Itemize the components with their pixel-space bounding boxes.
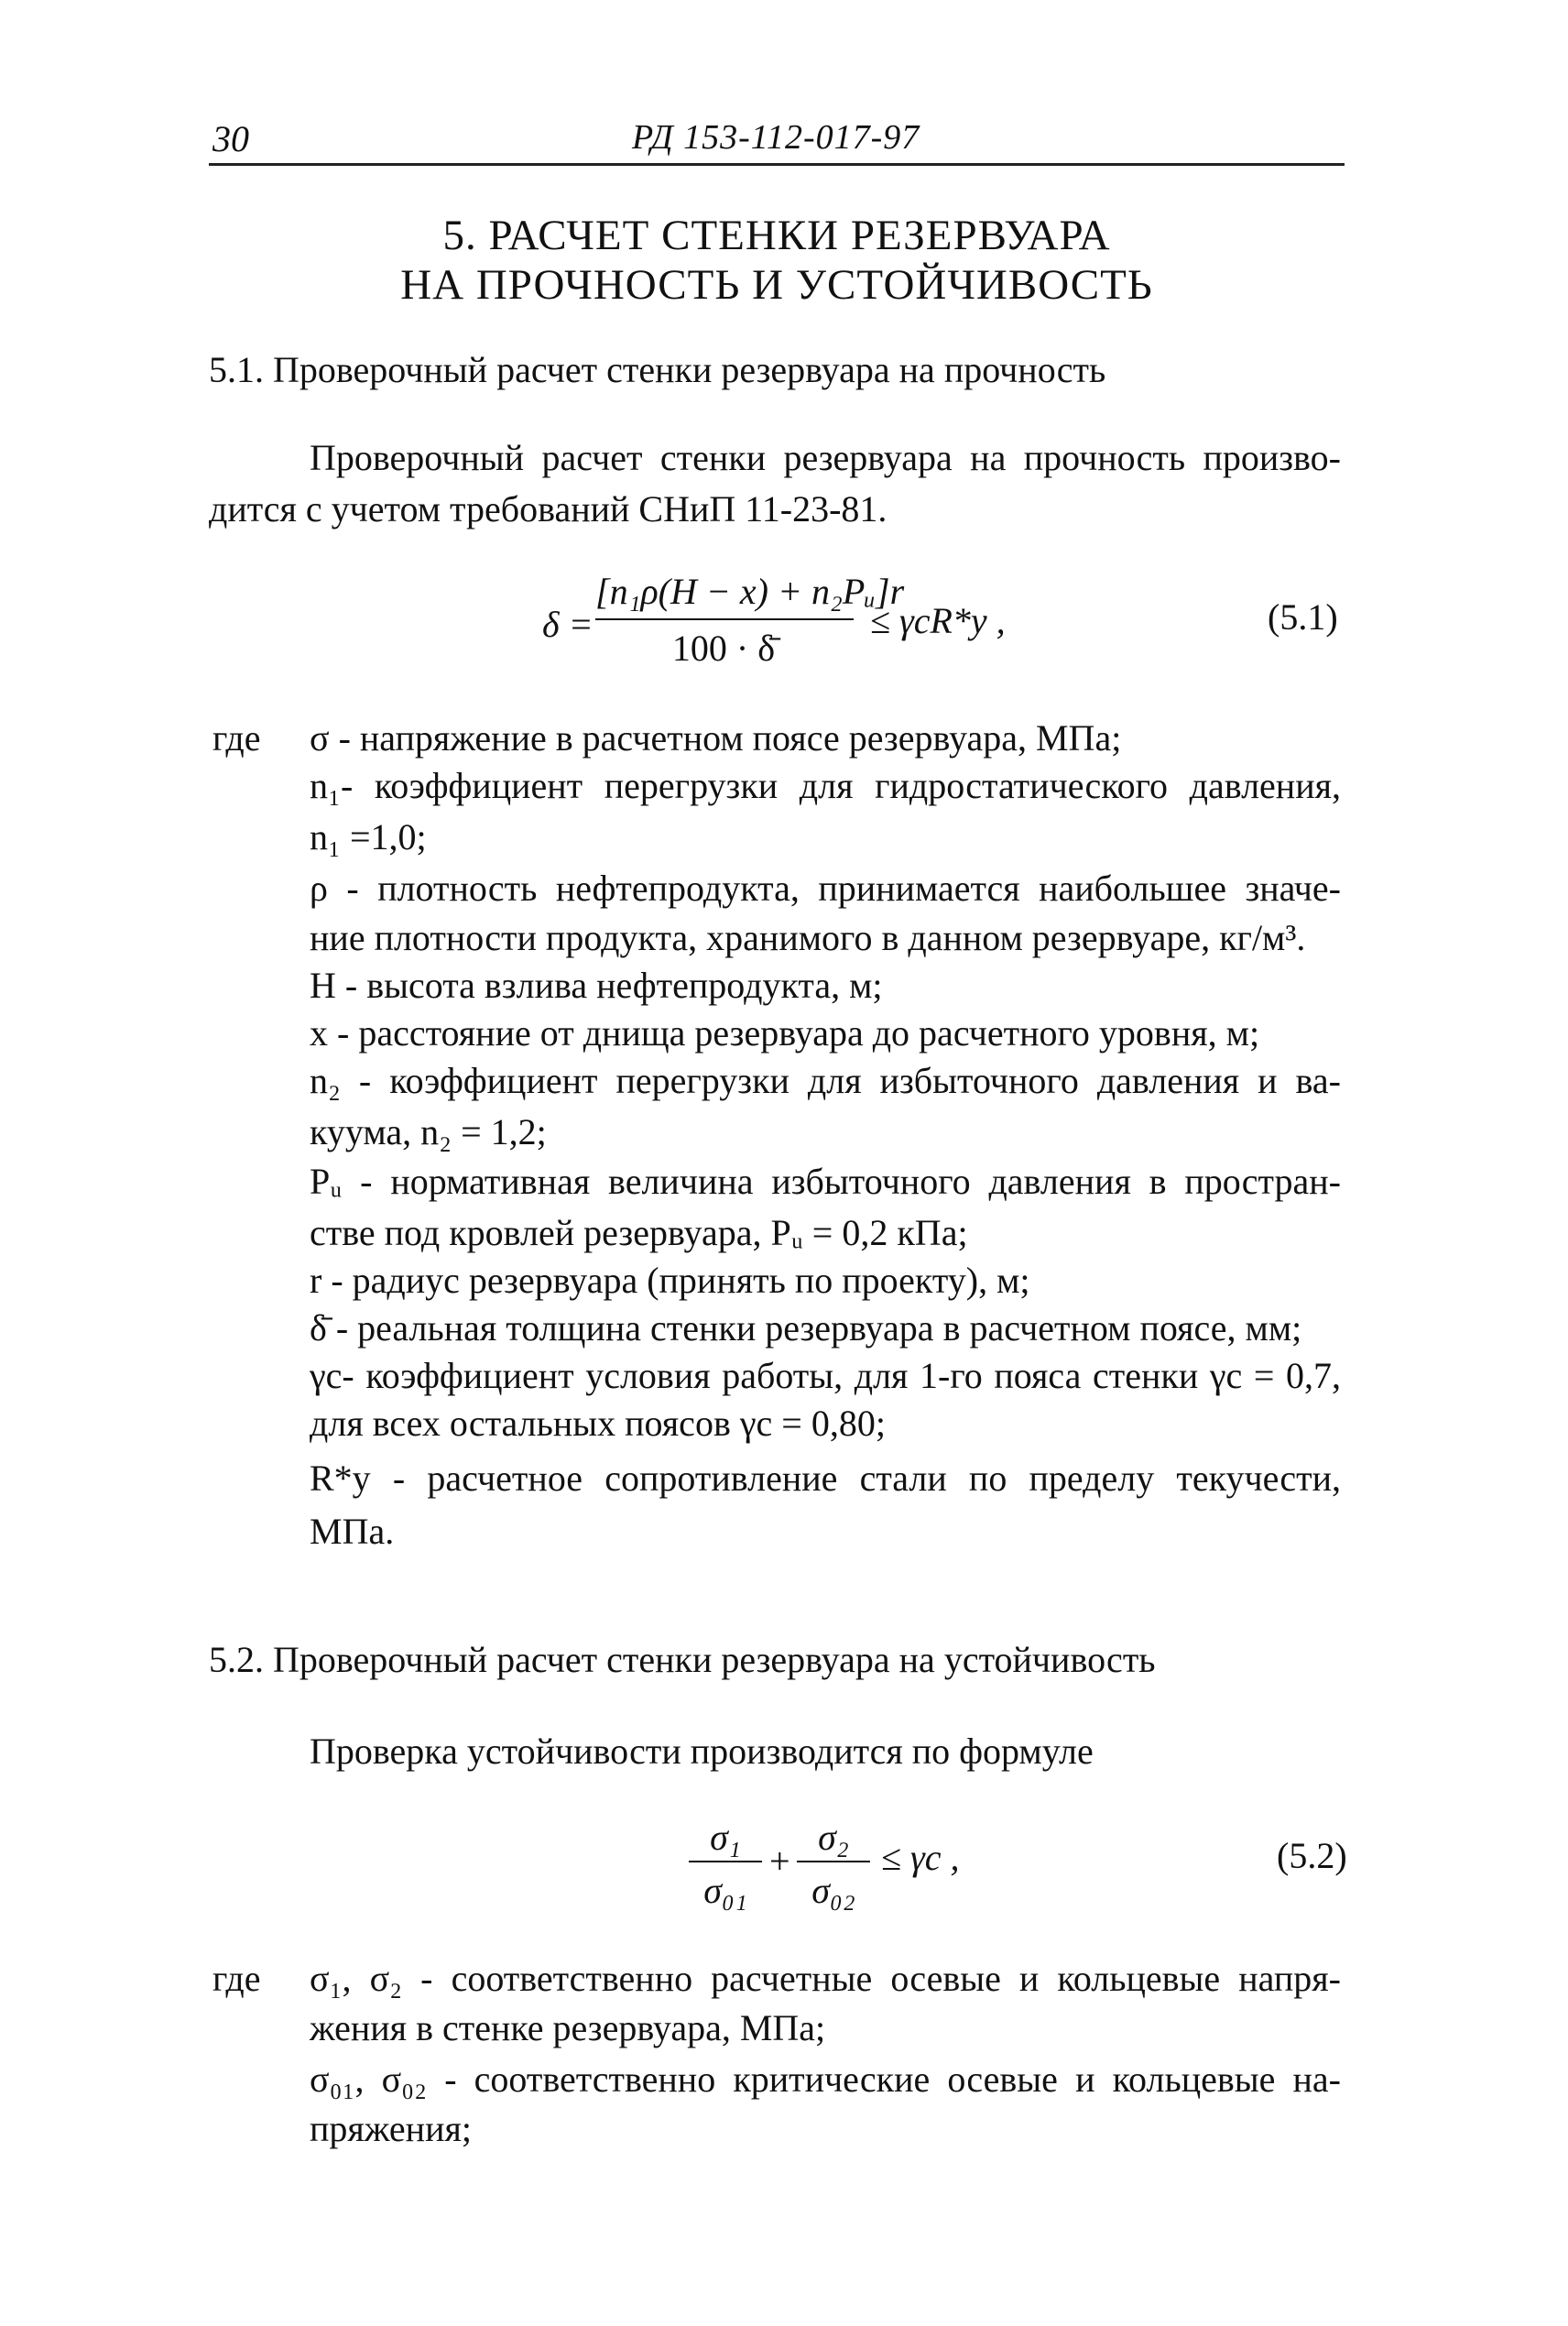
- formula-5-2-numerator-1: σ₁: [710, 1817, 741, 1858]
- definition-line: x - расстояние от днища резервуара до расчетного уровня, м;: [310, 1012, 1260, 1054]
- definition-line: δ̄ - реальная толщина стенки резервуара в расчетном поясе, мм;: [310, 1307, 1302, 1349]
- formula-5-1-number: (5.1): [1268, 596, 1338, 638]
- definition-line: МПа.: [310, 1511, 395, 1552]
- definition-line: σ - напряжение в расчетном поясе резервуара, МПа;: [310, 717, 1122, 759]
- page-number: 30: [212, 118, 249, 159]
- definition-line: σ₀₁, σ₀₂ - соответственно критические осевые и кольцевые на-: [310, 2058, 1341, 2100]
- definition-line: H - высота взлива нефтепродукта, м;: [310, 965, 883, 1006]
- definition-line: γc- коэффициент условия работы, для 1-го пояса стенки γc = 0,7,: [310, 1355, 1341, 1396]
- definition-line: R*y - расчетное сопротивление стали по пределу текучести,: [310, 1458, 1341, 1499]
- formula-5-2-rhs: ≤ γc ,: [881, 1837, 960, 1878]
- definition-line: пряжения;: [310, 2108, 472, 2149]
- definition-line: ние плотности продукта, хранимого в данном резервуаре, кг/м³.: [310, 917, 1306, 958]
- definition-line: σ₁, σ₂ - соответственно расчетные осевые и кольцевые напря-: [310, 1958, 1341, 1999]
- formula-5-2-plus: +: [769, 1840, 790, 1882]
- definition-line: n₂ - коэффициент перегрузки для избыточного давления и ва-: [310, 1060, 1341, 1101]
- definition-line: r - радиус резервуара (принять по проекту), м;: [310, 1260, 1030, 1301]
- document-code: РД 153-112-017-97: [632, 118, 920, 157]
- paragraph-line: Проверочный расчет стенки резервуара на прочность произво-: [310, 437, 1341, 478]
- formula-5-2-numerator-2: σ₂: [818, 1817, 849, 1858]
- formula-5-1-lhs: δ =: [542, 604, 593, 645]
- where-label: где: [212, 1958, 261, 1999]
- formula-5-2-fraction-bar-1: [689, 1861, 762, 1862]
- paragraph-line: дится с учетом требований СНиП 11-23-81.: [209, 488, 887, 530]
- definition-line: жения в стенке резервуара, МПа;: [310, 2007, 826, 2048]
- formula-5-2-number: (5.2): [1277, 1835, 1347, 1876]
- definition-line: ρ - плотность нефтепродукта, принимается наибольшее значе-: [310, 868, 1341, 909]
- formula-5-2-fraction-bar-2: [797, 1861, 870, 1862]
- header-rule: [209, 163, 1345, 166]
- section-heading-5-1: 5.1. Проверочный расчет стенки резервуара на прочность: [209, 349, 1106, 390]
- paragraph-line: Проверка устойчивости производится по формуле: [310, 1731, 1094, 1772]
- formula-5-2-denominator-2: σ₀₂: [811, 1870, 855, 1911]
- definition-line: Pᵤ - нормативная величина избыточного давления в простран-: [310, 1161, 1341, 1202]
- where-label: где: [212, 717, 261, 759]
- formula-5-1-rhs: ≤ γcR*y ,: [870, 600, 1006, 641]
- definition-line: n₁ =1,0;: [310, 816, 427, 857]
- chapter-title-line2: НА ПРОЧНОСТЬ И УСТОЙЧИВОСТЬ: [400, 261, 1153, 309]
- formula-5-1-denominator: 100 · δ̄: [671, 628, 776, 669]
- formula-5-2-denominator-1: σ₀₁: [703, 1870, 747, 1911]
- definition-line: стве под кровлей резервуара, Pᵤ = 0,2 кПа;: [310, 1212, 968, 1253]
- definition-line: куума, n₂ = 1,2;: [310, 1111, 547, 1152]
- section-heading-5-2: 5.2. Проверочный расчет стенки резервуара на устойчивость: [209, 1639, 1156, 1680]
- definition-line: n₁- коэффициент перегрузки для гидростатического давления,: [310, 765, 1341, 806]
- definition-line: для всех остальных поясов γc = 0,80;: [310, 1403, 886, 1444]
- chapter-title-line1: 5. РАСЧЕТ СТЕНКИ РЕЗЕРВУАРА: [442, 212, 1111, 259]
- formula-5-1-fraction-bar: [595, 618, 854, 620]
- formula-5-1-numerator: [n₁ρ(H − x) + n₂Pᵤ]r: [595, 571, 905, 612]
